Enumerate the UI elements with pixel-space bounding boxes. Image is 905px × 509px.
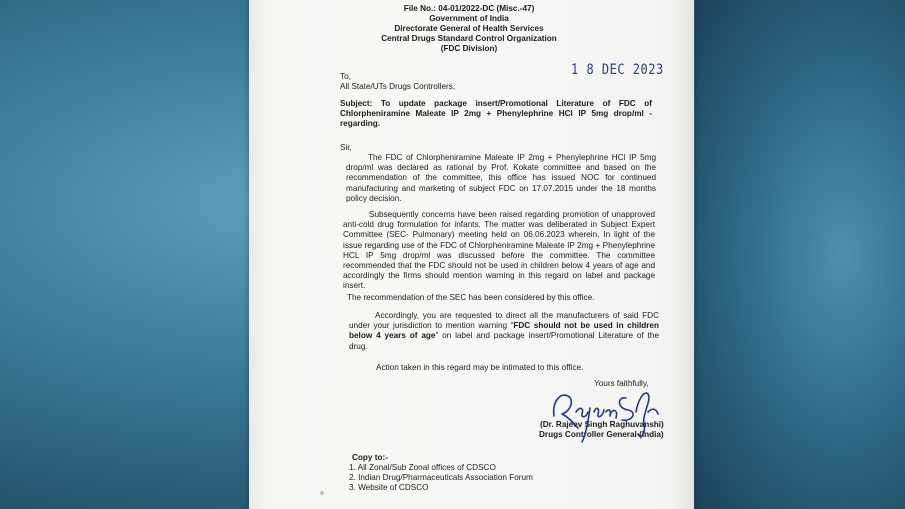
paragraph-4	[349, 311, 659, 352]
salutation: Sir,	[340, 143, 352, 152]
copy-to-item-2: 2. Indian Drug/Pharmaceuticals Association Forum	[349, 473, 533, 482]
header-division: (FDC Division)	[440, 44, 498, 53]
signature-image	[548, 378, 668, 448]
signatory-name: (Dr. Rajeev Singh Raghuvanshi)	[540, 420, 664, 429]
to-label: To,	[340, 72, 351, 81]
paragraph-4-tail: ” on label and package insert/Promotional Literature of the drug.	[349, 331, 659, 351]
header-organization: Central Drugs Standard Control Organization	[381, 34, 557, 43]
signatory-title: Drugs Controller General (India)	[539, 430, 664, 439]
recipient: All State/UTs Drugs Controllers,	[340, 82, 456, 91]
header-government: Government of India	[429, 14, 509, 23]
paragraph-2: Subsequently concerns have been raised regarding promotion of unapproved anti-cold drug formulation for infants. The matter was deliberated in Subject Expert Committee (SEC- Pulmonary) meeting held on 06.06.2023 wherein, In light of the issue regarding use of the FDC of Chlorpheniramine Maleate IP 2mg + Phenylephrine HCL IP 5mg drop/ml was discussed before the committee. The committee recommended that the FDC should not be used in children below 4 years of age and accordingly the firms should mention warning in this regard on label and package insert.	[343, 210, 655, 291]
background-right	[695, 0, 905, 509]
copy-to-item-1: 1. All Zonal/Sub Zonal offices of CDSCO	[349, 463, 496, 472]
paragraph-3: The recommendation of the SEC has been considered by this office.	[347, 293, 595, 302]
subject: Subject: To update package insert/Promotional Literature of FDC of Chlorpheniramine Maleate IP 2mg + Phenylephrine HCl IP 5mg drop/ml - regarding.	[340, 99, 652, 129]
copy-to-item-3: 3. Website of CDSCO	[349, 483, 429, 492]
page-speck	[320, 491, 324, 495]
warning-text: FDC should not be used in children below 4 years of age	[349, 321, 659, 341]
closing: Yours faithfully,	[594, 379, 649, 388]
paragraph-5: Action taken in this regard may be intimated to this office.	[376, 363, 584, 372]
header-directorate: Directorate General of Health Services	[394, 24, 544, 33]
paragraph-4-text: Accordingly, you are requested to direct all the manufacturers of said FDC under your jurisdiction to mention warning “	[349, 311, 659, 331]
file-number: File No.: 04-01/2022-DC (Misc.-47)	[403, 4, 535, 13]
copy-to-heading: Copy to:-	[352, 453, 388, 462]
paragraph-1: The FDC of Chlorpheniramine Maleate IP 2mg + Phenylephrine HCl IP 5mg drop/ml was declared as rational by Prof. Kokate committee and based on the recommendation of the committee, this office has issued NOC for continued manufacturing and marketing of subject FDC on 17.07.2015 under the 18 months policy decision.	[346, 153, 656, 203]
date-stamp: 1 8 DEC 2023	[571, 60, 664, 78]
